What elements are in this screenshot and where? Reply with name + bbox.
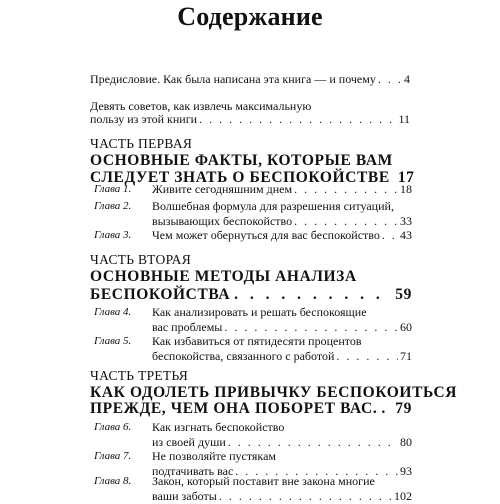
chapter-label: Глава 1. <box>94 183 132 195</box>
chapter-entry[interactable] <box>94 474 412 503</box>
entry-title: пользу из этой книги <box>90 112 198 126</box>
part-label: ЧАСТЬ ТРЕТЬЯ <box>90 368 189 383</box>
chapter-label: Глава 6. <box>94 421 132 433</box>
part-label: ЧАСТЬ ВТОРАЯ <box>90 252 192 267</box>
chapter-title: Как избавиться от пятидесяти процентов <box>152 334 362 348</box>
page-number: 17 <box>397 169 415 186</box>
chapter-title: ваши заботы <box>152 489 217 503</box>
chapter-title: Не позволяйте пустякам <box>152 449 277 463</box>
chapter-label: Глава 5. <box>94 335 132 347</box>
toc-entry-preface[interactable] <box>90 72 410 87</box>
page-number: 18 <box>400 182 412 196</box>
chapter-entry[interactable] <box>94 228 412 243</box>
dot-leader <box>199 112 396 127</box>
dot-leader <box>382 228 398 243</box>
toc-entry-advice-line1[interactable]: Девять советов, как извлечь максимальную <box>90 99 312 113</box>
chapter-label: Глава 3. <box>94 229 132 241</box>
part-title-line[interactable]: ОСНОВНЫЕ МЕТОДЫ АНАЛИЗА <box>90 268 357 285</box>
chapter-entry[interactable] <box>94 305 412 335</box>
chapter-title: подтачивать вас <box>152 464 234 478</box>
part-title-row[interactable] <box>90 284 412 306</box>
dot-leader <box>228 435 398 450</box>
part-title-line: БЕСПОКОЙСТВА <box>90 286 231 303</box>
chapter-label: Глава 8. <box>94 475 132 487</box>
chapter-label: Глава 2. <box>94 200 132 212</box>
chapter-label: Глава 7. <box>94 450 132 462</box>
chapter-title: Как анализировать и решать беспокоящие <box>152 305 367 319</box>
chapter-entry[interactable] <box>94 182 412 197</box>
page-number: 80 <box>400 435 412 449</box>
page-number: 4 <box>404 72 410 86</box>
chapter-title: вызывающих беспокойство <box>152 214 293 228</box>
chapter-entry[interactable] <box>94 199 412 229</box>
chapter-title: Живите сегодняшним днем <box>152 182 293 196</box>
dot-leader <box>294 214 398 229</box>
chapter-title: Как изгнать беспокойство <box>152 420 285 434</box>
page-number: 43 <box>400 228 412 242</box>
chapter-entry[interactable] <box>94 420 412 450</box>
part-title-line: СЛЕДУЕТ ЗНАТЬ О БЕСПОКОЙСТВЕ <box>90 169 390 186</box>
dot-leader <box>219 489 392 504</box>
part-title-line[interactable]: ОСНОВНЫЕ ФАКТЫ, КОТОРЫЕ ВАМ <box>90 152 393 169</box>
chapter-title: вас проблемы <box>152 320 223 334</box>
page-number: 59 <box>395 286 412 303</box>
chapter-title: Закон, который поставит вне закона многие <box>152 474 375 488</box>
dot-leader <box>224 320 398 335</box>
dot-leader <box>381 398 391 420</box>
chapter-title: Чем может обернуться для вас беспокойство <box>152 228 380 242</box>
chapter-title: Волшебная формула для разрешения ситуаций, <box>152 199 394 213</box>
part-label: ЧАСТЬ ПЕРВАЯ <box>90 136 193 151</box>
chapter-label: Глава 4. <box>94 306 132 318</box>
entry-title: Предисловие. Как была написана эта книга — и почему <box>90 72 376 86</box>
chapter-entry[interactable] <box>94 334 412 364</box>
page-number: 33 <box>400 214 412 228</box>
page-title: Содержание <box>177 2 323 31</box>
part-title-row[interactable] <box>90 398 412 420</box>
page-number: 71 <box>400 349 412 363</box>
dot-leader <box>234 284 391 306</box>
page-number: 93 <box>400 464 412 478</box>
part-title-line[interactable]: КАК ОДОЛЕТЬ ПРИВЫЧКУ БЕСПОКОИТЬСЯ <box>90 384 458 401</box>
dot-leader <box>336 349 398 364</box>
page-number: 60 <box>400 320 412 334</box>
page-number: 11 <box>398 112 410 126</box>
page-number: 102 <box>394 489 412 503</box>
page-number: 79 <box>395 400 412 417</box>
dot-leader <box>294 182 398 197</box>
chapter-title: из своей души <box>152 435 226 449</box>
dot-leader <box>378 72 402 87</box>
chapter-title: беспокойства, связанного с работой <box>152 349 335 363</box>
toc-entry-advice[interactable] <box>90 112 410 127</box>
part-title-line: ПРЕЖДЕ, ЧЕМ ОНА ПОБОРЕТ ВАС. <box>90 400 378 417</box>
